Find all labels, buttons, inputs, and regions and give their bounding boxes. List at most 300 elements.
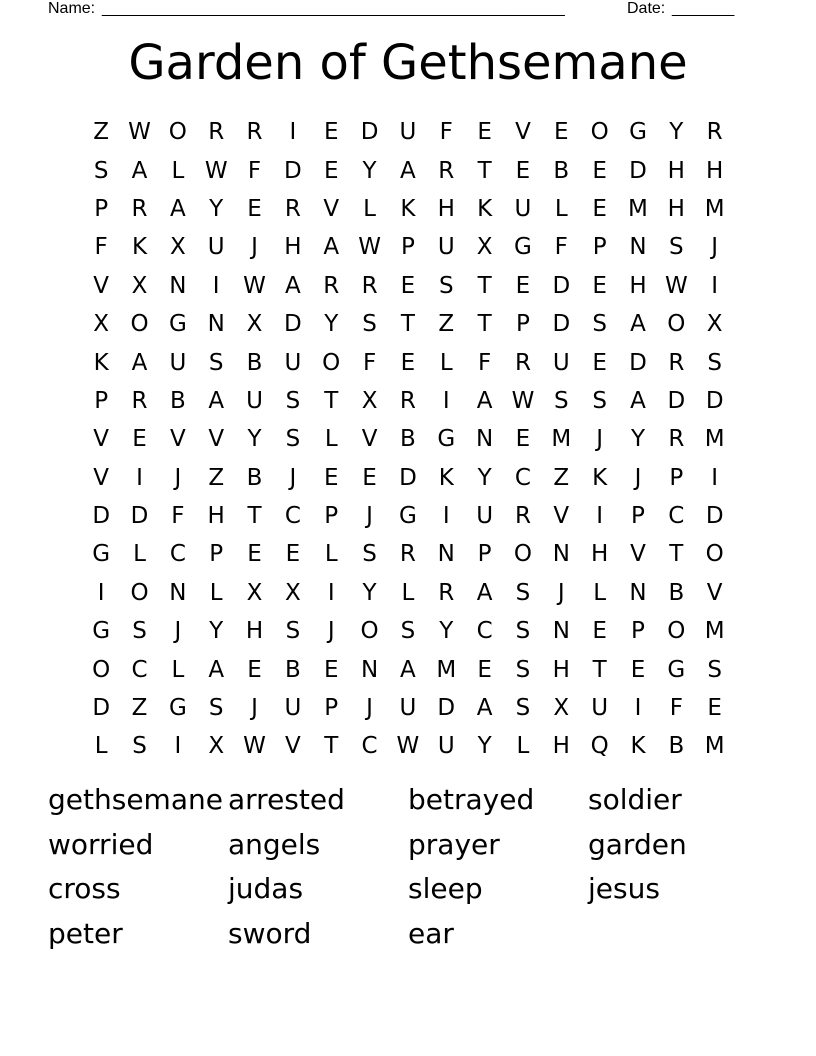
- grid-cell[interactable]: F: [439, 119, 453, 146]
- grid-cell[interactable]: J: [596, 426, 604, 453]
- grid-cell[interactable]: U: [591, 695, 609, 722]
- grid-cell[interactable]: W: [204, 157, 228, 184]
- grid-cell[interactable]: X: [553, 695, 570, 722]
- letter-grid: [82, 113, 734, 766]
- grid-cell[interactable]: C: [131, 656, 148, 683]
- grid-cell[interactable]: V: [553, 503, 570, 530]
- grid-cell[interactable]: X: [208, 733, 225, 760]
- grid-cell[interactable]: T: [324, 387, 339, 414]
- grid-cell[interactable]: M: [436, 656, 457, 683]
- grid-cell[interactable]: S: [515, 618, 531, 645]
- grid-cell[interactable]: A: [323, 234, 340, 261]
- grid-cell[interactable]: E: [323, 656, 339, 683]
- grid-cell[interactable]: G: [168, 311, 187, 338]
- grid-cell[interactable]: R: [323, 272, 340, 299]
- grid-cell[interactable]: E: [477, 119, 492, 146]
- grid-cell[interactable]: O: [590, 119, 609, 146]
- grid-cell[interactable]: X: [706, 311, 723, 338]
- grid-cell[interactable]: E: [285, 541, 301, 568]
- grid-cell[interactable]: A: [131, 349, 148, 376]
- grid-cell[interactable]: W: [396, 733, 420, 760]
- grid-cell[interactable]: H: [245, 618, 264, 645]
- grid-cell[interactable]: B: [668, 579, 685, 606]
- grid-cell[interactable]: M: [551, 426, 572, 453]
- grid-cell[interactable]: H: [667, 195, 685, 222]
- grid-cell[interactable]: P: [592, 234, 607, 261]
- grid-cell[interactable]: L: [593, 579, 607, 606]
- grid-cell[interactable]: L: [324, 541, 338, 568]
- grid-cell[interactable]: L: [554, 195, 568, 222]
- grid-cell[interactable]: E: [477, 656, 492, 683]
- grid-cell[interactable]: I: [97, 579, 105, 606]
- grid-cell[interactable]: D: [629, 157, 647, 184]
- grid-cell[interactable]: U: [476, 503, 494, 530]
- grid-cell[interactable]: S: [285, 387, 301, 414]
- grid-cell[interactable]: B: [246, 464, 263, 491]
- grid-cell[interactable]: A: [208, 387, 225, 414]
- grid-cell[interactable]: H: [437, 195, 455, 222]
- grid-cell[interactable]: L: [133, 541, 146, 568]
- grid-cell[interactable]: H: [552, 733, 570, 760]
- grid-cell[interactable]: S: [208, 349, 224, 376]
- grid-cell[interactable]: B: [169, 387, 186, 414]
- grid-cell[interactable]: E: [247, 541, 262, 568]
- grid-cell[interactable]: P: [209, 541, 224, 568]
- grid-cell[interactable]: S: [208, 695, 224, 722]
- grid-cell[interactable]: A: [169, 195, 186, 222]
- grid-cell[interactable]: C: [284, 503, 301, 530]
- grid-cell[interactable]: J: [174, 464, 182, 491]
- grid-cell[interactable]: S: [707, 349, 722, 376]
- word-list-item: worried: [48, 827, 154, 861]
- grid-cell[interactable]: A: [400, 157, 416, 184]
- grid-cell[interactable]: X: [361, 387, 378, 414]
- grid-cell[interactable]: J: [289, 464, 297, 491]
- grid-cell[interactable]: D: [92, 695, 111, 722]
- grid-cell[interactable]: L: [363, 195, 376, 222]
- grid-cell[interactable]: R: [514, 503, 531, 530]
- grid-cell[interactable]: P: [94, 195, 109, 222]
- grid-cell[interactable]: E: [323, 464, 339, 491]
- grid-cell[interactable]: O: [667, 311, 686, 338]
- grid-cell[interactable]: U: [514, 195, 532, 222]
- grid-cell[interactable]: A: [285, 272, 301, 299]
- grid-cell[interactable]: S: [132, 733, 147, 760]
- grid-cell[interactable]: E: [323, 157, 339, 184]
- grid-cell[interactable]: O: [513, 541, 532, 568]
- grid-cell[interactable]: P: [94, 387, 109, 414]
- header-line: [48, 0, 748, 20]
- grid-cell[interactable]: V: [323, 195, 340, 222]
- grid-cell[interactable]: S: [132, 618, 147, 645]
- grid-cell[interactable]: O: [705, 541, 724, 568]
- grid-cell[interactable]: T: [477, 272, 492, 299]
- grid-cell[interactable]: M: [628, 195, 648, 222]
- grid-cell[interactable]: A: [476, 579, 493, 606]
- grid-cell[interactable]: D: [437, 695, 456, 722]
- grid-cell[interactable]: B: [553, 157, 570, 184]
- grid-cell[interactable]: D: [284, 311, 302, 338]
- grid-cell[interactable]: N: [629, 579, 647, 606]
- grid-cell[interactable]: B: [246, 349, 263, 376]
- grid-cell[interactable]: Y: [477, 464, 492, 491]
- grid-cell[interactable]: H: [284, 234, 302, 261]
- grid-cell[interactable]: S: [285, 426, 301, 453]
- grid-cell[interactable]: B: [285, 656, 301, 683]
- grid-cell[interactable]: H: [552, 656, 570, 683]
- grid-cell[interactable]: Z: [208, 464, 225, 491]
- grid-cell[interactable]: Z: [131, 695, 148, 722]
- grid-cell[interactable]: R: [284, 195, 301, 222]
- grid-cell[interactable]: T: [477, 157, 492, 184]
- grid-cell[interactable]: N: [629, 234, 647, 261]
- grid-cell[interactable]: L: [171, 157, 185, 184]
- grid-cell[interactable]: H: [629, 272, 647, 299]
- grid-cell[interactable]: A: [630, 311, 646, 338]
- grid-cell[interactable]: J: [634, 464, 642, 491]
- grid-cell[interactable]: E: [592, 349, 607, 376]
- grid-cell[interactable]: O: [360, 618, 379, 645]
- grid-cell[interactable]: O: [667, 618, 686, 645]
- grid-cell[interactable]: O: [168, 119, 187, 146]
- grid-cell[interactable]: E: [515, 272, 531, 299]
- grid-cell[interactable]: S: [515, 579, 531, 606]
- grid-cell[interactable]: F: [669, 695, 683, 722]
- grid-cell[interactable]: L: [209, 579, 223, 606]
- grid-cell[interactable]: J: [711, 234, 719, 261]
- grid-cell[interactable]: I: [212, 272, 220, 299]
- grid-cell[interactable]: J: [251, 695, 258, 722]
- grid-cell[interactable]: Y: [209, 618, 224, 645]
- grid-cell[interactable]: T: [477, 311, 492, 338]
- grid-cell[interactable]: G: [514, 234, 532, 261]
- grid-cell[interactable]: Y: [630, 426, 646, 453]
- grid-cell[interactable]: P: [669, 464, 684, 491]
- grid-cell[interactable]: A: [208, 656, 225, 683]
- grid-cell[interactable]: V: [169, 426, 186, 453]
- grid-cell[interactable]: E: [400, 272, 416, 299]
- grid-cell[interactable]: M: [704, 195, 725, 222]
- grid-cell[interactable]: D: [667, 387, 686, 414]
- grid-cell[interactable]: R: [246, 119, 263, 146]
- grid-cell[interactable]: N: [207, 311, 225, 338]
- grid-cell[interactable]: A: [476, 695, 493, 722]
- grid-cell[interactable]: P: [631, 503, 645, 530]
- grid-cell[interactable]: J: [366, 695, 373, 722]
- grid-cell[interactable]: I: [634, 695, 642, 722]
- grid-cell[interactable]: D: [629, 349, 647, 376]
- grid-cell[interactable]: W: [128, 119, 151, 146]
- grid-cell[interactable]: F: [362, 349, 377, 376]
- grid-cell[interactable]: S: [592, 387, 607, 414]
- grid-cell[interactable]: Z: [553, 464, 570, 491]
- grid-cell[interactable]: U: [207, 234, 225, 261]
- grid-cell[interactable]: N: [437, 541, 455, 568]
- grid-cell[interactable]: U: [437, 234, 455, 261]
- grid-cell[interactable]: E: [515, 426, 531, 453]
- grid-cell[interactable]: X: [246, 579, 263, 606]
- grid-cell[interactable]: H: [706, 157, 724, 184]
- grid-cell[interactable]: K: [630, 733, 646, 760]
- grid-cell[interactable]: S: [592, 311, 607, 338]
- grid-cell[interactable]: U: [552, 349, 570, 376]
- grid-cell[interactable]: S: [285, 618, 301, 645]
- grid-cell[interactable]: S: [669, 234, 684, 261]
- grid-cell[interactable]: F: [94, 234, 108, 261]
- name-field[interactable]: ____________________________________________________: [102, 0, 565, 17]
- grid-cell[interactable]: B: [668, 733, 685, 760]
- grid-cell[interactable]: J: [174, 618, 182, 645]
- grid-cell[interactable]: X: [93, 311, 110, 338]
- grid-cell[interactable]: V: [361, 426, 378, 453]
- grid-cell[interactable]: I: [136, 464, 143, 491]
- grid-cell[interactable]: I: [289, 119, 297, 146]
- grid-cell[interactable]: Y: [209, 195, 224, 222]
- grid-cell[interactable]: V: [93, 464, 110, 491]
- grid-cell[interactable]: L: [94, 733, 108, 760]
- grid-cell[interactable]: E: [592, 157, 607, 184]
- grid-cell[interactable]: P: [477, 541, 492, 568]
- grid-cell[interactable]: I: [442, 503, 450, 530]
- grid-cell[interactable]: V: [630, 541, 646, 568]
- grid-cell[interactable]: D: [92, 503, 111, 530]
- grid-cell[interactable]: U: [399, 119, 417, 146]
- grid-cell[interactable]: P: [631, 618, 645, 645]
- grid-cell[interactable]: G: [629, 119, 647, 146]
- grid-cell[interactable]: V: [93, 272, 110, 299]
- grid-cell[interactable]: K: [93, 349, 109, 376]
- grid-cell[interactable]: H: [667, 157, 685, 184]
- grid-cell[interactable]: E: [592, 195, 607, 222]
- grid-cell[interactable]: F: [171, 503, 185, 530]
- grid-cell[interactable]: C: [668, 503, 685, 530]
- grid-cell[interactable]: D: [399, 464, 417, 491]
- date-field[interactable]: _______: [672, 0, 735, 17]
- grid-cell[interactable]: R: [361, 272, 378, 299]
- grid-cell[interactable]: A: [630, 387, 646, 414]
- grid-cell[interactable]: E: [592, 618, 607, 645]
- grid-cell[interactable]: D: [284, 157, 302, 184]
- grid-cell[interactable]: U: [284, 349, 302, 376]
- grid-cell[interactable]: X: [246, 311, 263, 338]
- grid-cell[interactable]: S: [400, 618, 416, 645]
- grid-cell[interactable]: R: [131, 387, 148, 414]
- grid-cell[interactable]: O: [130, 311, 149, 338]
- grid-cell[interactable]: T: [669, 541, 684, 568]
- grid-cell[interactable]: P: [400, 234, 415, 261]
- grid-cell[interactable]: N: [552, 541, 570, 568]
- grid-cell[interactable]: D: [705, 387, 724, 414]
- grid-cell[interactable]: D: [360, 119, 379, 146]
- grid-cell[interactable]: E: [362, 464, 377, 491]
- grid-cell[interactable]: K: [592, 464, 608, 491]
- grid-cell[interactable]: A: [131, 157, 148, 184]
- grid-cell[interactable]: E: [515, 157, 531, 184]
- grid-cell[interactable]: B: [400, 426, 416, 453]
- grid-cell[interactable]: M: [704, 426, 725, 453]
- grid-cell[interactable]: R: [438, 579, 455, 606]
- grid-cell[interactable]: T: [400, 311, 415, 338]
- grid-cell[interactable]: S: [515, 656, 531, 683]
- grid-cell[interactable]: D: [130, 503, 149, 530]
- grid-cell[interactable]: G: [168, 695, 187, 722]
- grid-cell[interactable]: L: [439, 349, 453, 376]
- grid-cell[interactable]: S: [707, 656, 722, 683]
- grid-cell[interactable]: D: [705, 503, 724, 530]
- grid-cell[interactable]: G: [399, 503, 417, 530]
- grid-cell[interactable]: V: [93, 426, 110, 453]
- grid-cell[interactable]: L: [324, 426, 338, 453]
- grid-cell[interactable]: N: [552, 618, 570, 645]
- grid-cell[interactable]: E: [592, 272, 607, 299]
- grid-cell[interactable]: T: [324, 733, 339, 760]
- grid-cell[interactable]: R: [668, 349, 685, 376]
- grid-cell[interactable]: Z: [93, 119, 110, 146]
- grid-cell[interactable]: D: [552, 311, 571, 338]
- grid-cell[interactable]: U: [169, 349, 187, 376]
- grid-cell[interactable]: N: [169, 272, 187, 299]
- grid-cell[interactable]: N: [360, 656, 379, 683]
- grid-cell[interactable]: K: [400, 195, 416, 222]
- grid-cell[interactable]: P: [324, 503, 339, 530]
- grid-row: [82, 650, 734, 688]
- grid-cell[interactable]: J: [251, 234, 258, 261]
- grid-cell[interactable]: V: [208, 426, 225, 453]
- grid-cell[interactable]: A: [476, 387, 493, 414]
- grid-cell[interactable]: C: [514, 464, 531, 491]
- grid-cell[interactable]: E: [247, 195, 262, 222]
- grid-row: [82, 113, 734, 151]
- grid-cell[interactable]: V: [706, 579, 723, 606]
- grid-cell[interactable]: D: [552, 272, 571, 299]
- grid-cell[interactable]: Y: [669, 119, 684, 146]
- grid-cell[interactable]: F: [477, 349, 492, 376]
- grid-cell[interactable]: U: [399, 695, 417, 722]
- grid-cell[interactable]: W: [243, 272, 266, 299]
- grid-cell[interactable]: L: [401, 579, 415, 606]
- grid-cell[interactable]: R: [399, 541, 416, 568]
- grid-cell[interactable]: U: [246, 387, 263, 414]
- word-list-item: angels: [228, 827, 321, 861]
- grid-cell[interactable]: Z: [438, 311, 455, 338]
- grid-cell[interactable]: S: [93, 157, 109, 184]
- grid-cell[interactable]: L: [516, 733, 530, 760]
- grid-cell[interactable]: I: [711, 464, 719, 491]
- grid-cell[interactable]: I: [327, 579, 335, 606]
- grid-cell[interactable]: W: [243, 733, 266, 760]
- grid-cell[interactable]: R: [706, 119, 723, 146]
- grid-cell[interactable]: K: [477, 195, 493, 222]
- grid-cell[interactable]: O: [92, 656, 111, 683]
- grid-cell[interactable]: Q: [590, 733, 609, 760]
- grid-cell[interactable]: G: [92, 618, 111, 645]
- grid-cell[interactable]: Y: [477, 733, 492, 760]
- grid-cell[interactable]: E: [132, 426, 147, 453]
- grid-cell[interactable]: R: [131, 195, 148, 222]
- grid-cell[interactable]: U: [437, 733, 455, 760]
- grid-cell[interactable]: W: [664, 272, 688, 299]
- grid-cell[interactable]: X: [131, 272, 148, 299]
- grid-cell[interactable]: T: [592, 656, 607, 683]
- grid-cell[interactable]: N: [169, 579, 187, 606]
- grid-cell[interactable]: J: [557, 579, 565, 606]
- grid-cell[interactable]: M: [704, 618, 725, 645]
- grid-cell[interactable]: H: [590, 541, 609, 568]
- grid-cell[interactable]: S: [438, 272, 454, 299]
- grid-cell[interactable]: K: [438, 464, 454, 491]
- grid-cell[interactable]: U: [284, 695, 302, 722]
- grid-cell[interactable]: E: [554, 119, 569, 146]
- grid-cell[interactable]: X: [169, 234, 186, 261]
- grid-cell[interactable]: H: [207, 503, 225, 530]
- grid-cell[interactable]: J: [366, 503, 373, 530]
- grid-cell[interactable]: I: [711, 272, 719, 299]
- grid-cell[interactable]: S: [362, 541, 377, 568]
- grid-cell[interactable]: C: [476, 618, 493, 645]
- grid-cell[interactable]: R: [514, 349, 531, 376]
- grid-row: [82, 727, 734, 765]
- grid-cell[interactable]: Y: [362, 157, 377, 184]
- grid-cell[interactable]: R: [438, 157, 455, 184]
- grid-cell[interactable]: E: [247, 656, 262, 683]
- grid-cell[interactable]: S: [362, 311, 377, 338]
- grid-cell[interactable]: R: [668, 426, 685, 453]
- grid-cell[interactable]: T: [247, 503, 262, 530]
- grid-cell[interactable]: E: [400, 349, 416, 376]
- grid-cell[interactable]: I: [442, 387, 450, 414]
- grid-cell[interactable]: E: [707, 695, 722, 722]
- word-list-item: gethsemane: [48, 783, 223, 816]
- grid-cell[interactable]: G: [437, 426, 456, 453]
- grid-cell[interactable]: E: [323, 119, 339, 146]
- grid-cell[interactable]: V: [285, 733, 301, 760]
- grid-cell[interactable]: I: [596, 503, 604, 530]
- grid-cell[interactable]: F: [247, 157, 262, 184]
- grid-cell[interactable]: V: [515, 119, 531, 146]
- grid-cell[interactable]: M: [704, 733, 725, 760]
- grid-cell[interactable]: W: [511, 387, 535, 414]
- grid-cell[interactable]: E: [630, 656, 646, 683]
- grid-cell[interactable]: Y: [247, 426, 262, 453]
- grid-cell[interactable]: O: [130, 579, 149, 606]
- grid-cell[interactable]: R: [399, 387, 416, 414]
- grid-cell[interactable]: J: [327, 618, 335, 645]
- grid-cell[interactable]: C: [361, 733, 378, 760]
- grid-cell[interactable]: S: [515, 695, 531, 722]
- grid-cell[interactable]: P: [324, 695, 339, 722]
- grid-cell[interactable]: F: [554, 234, 568, 261]
- grid-cell[interactable]: I: [174, 733, 182, 760]
- grid-cell[interactable]: P: [516, 311, 530, 338]
- grid-cell[interactable]: A: [400, 656, 416, 683]
- grid-cell[interactable]: C: [169, 541, 186, 568]
- grid-cell[interactable]: W: [358, 234, 381, 261]
- grid-cell[interactable]: G: [92, 541, 111, 568]
- grid-cell[interactable]: Y: [362, 579, 377, 606]
- grid-cell[interactable]: S: [553, 387, 569, 414]
- grid-cell[interactable]: Y: [324, 311, 339, 338]
- grid-cell[interactable]: N: [476, 426, 494, 453]
- grid-cell[interactable]: K: [131, 234, 148, 261]
- grid-cell[interactable]: O: [322, 349, 341, 376]
- grid-cell[interactable]: Y: [439, 618, 454, 645]
- grid-cell[interactable]: G: [667, 656, 686, 683]
- grid-cell[interactable]: X: [476, 234, 493, 261]
- grid-cell[interactable]: L: [171, 656, 185, 683]
- grid-cell[interactable]: X: [285, 579, 301, 606]
- name-label: Name:: [48, 0, 96, 17]
- grid-cell[interactable]: R: [208, 119, 225, 146]
